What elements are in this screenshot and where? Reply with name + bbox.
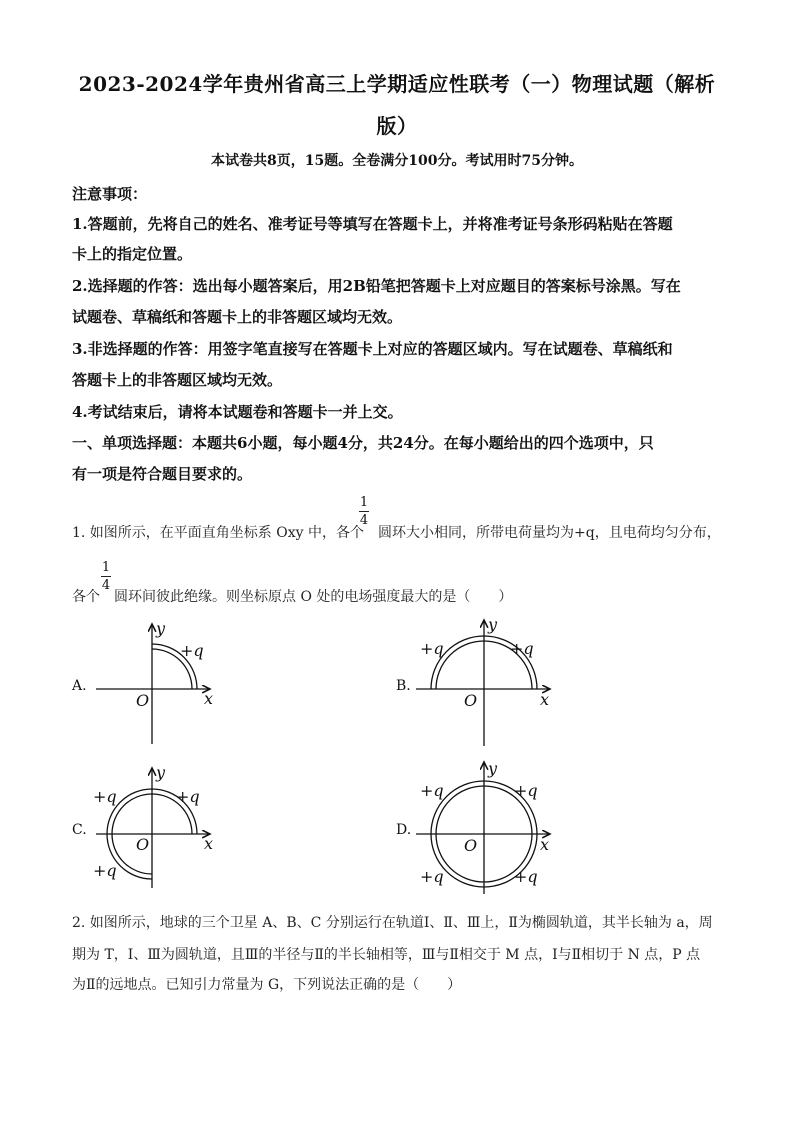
section-heading: 一、单项选择题：本题共6小题，每小题4分，共24分。在每小题给出的四个选项中，只 xyxy=(72,434,654,452)
x-label: x xyxy=(204,834,214,853)
y-label: y xyxy=(488,759,498,778)
y-label: y xyxy=(156,619,166,638)
x-label: x xyxy=(204,689,214,708)
charge-label: +q xyxy=(176,787,200,806)
option-a-label[interactable]: A. xyxy=(72,678,87,694)
origin-label: O xyxy=(136,835,150,854)
option-d-label[interactable]: D. xyxy=(396,822,412,838)
note-line: 2.选择题的作答：选出每小题答案后，用2B铅笔把答题卡上对应题目的答案标号涂黑。写在 xyxy=(72,277,681,295)
page-title: 2023-2024学年贵州省高三上学期适应性联考（一）物理试题（解析 xyxy=(78,72,716,96)
fraction-denominator: 4 xyxy=(359,513,369,528)
exam-info: 本试卷共8页，15题。全卷满分100分。考试用时75分钟。 xyxy=(211,153,583,169)
charge-label: +q xyxy=(510,639,534,658)
option-b-figure xyxy=(410,614,560,750)
charge-label: +q xyxy=(420,781,444,800)
question-1-text-cont xyxy=(72,586,512,606)
fraction-quarter xyxy=(359,495,369,528)
charge-label: +q xyxy=(93,787,117,806)
note-line: 卡上的指定位置。 xyxy=(72,245,193,263)
question-2-text-cont: 为Ⅱ的远地点。已知引力常量为 G，下列说法正确的是（ ） xyxy=(72,977,462,993)
charge-label: +q xyxy=(420,867,444,886)
charge-label: +q xyxy=(514,867,538,886)
question-2-text-cont: 期为 T，Ⅰ、Ⅲ为圆轨道，且Ⅲ的半径与Ⅱ的半长轴相等，Ⅲ与Ⅱ相交于 M 点，Ⅰ与Ⅱ相切于 N 点，P 点 xyxy=(72,947,701,963)
note-line: 4.考试结束后，请将本试题卷和答题卡一并上交。 xyxy=(72,403,403,421)
origin-label: O xyxy=(464,836,478,855)
q1-text-part1: 1. 如图所示，在平面直角坐标系 Oxy 中，各个 xyxy=(72,525,364,541)
note-line: 3.非选择题的作答：用签字笔直接写在答题卡上对应的答题区域内。写在试题卷、草稿纸和 xyxy=(72,340,673,358)
note-line: 试题卷、草稿纸和答题卡上的非答题区域均无效。 xyxy=(72,308,403,326)
x-label: x xyxy=(540,835,550,854)
origin-label: O xyxy=(136,691,150,710)
fraction-numerator: 1 xyxy=(101,560,111,575)
question-1-text xyxy=(72,522,721,542)
q1-text-part4: 圆环间彼此绝缘。则坐标原点 O 处的电场强度最大的是（ ） xyxy=(114,589,513,605)
charge-label: +q xyxy=(514,781,538,800)
notes-heading: 注意事项： xyxy=(72,185,148,203)
fraction-numerator: 1 xyxy=(359,495,369,510)
note-line: 1.答题前，先将自己的姓名、准考证号等填写在答题卡上，并将准考证号条形码粘贴在答题 xyxy=(72,215,673,233)
page-title-continued: 版） xyxy=(376,114,418,138)
charge-label: +q xyxy=(93,861,117,880)
fraction-quarter xyxy=(101,560,111,593)
q1-text-part3: 各个 xyxy=(72,589,100,605)
option-d-figure xyxy=(410,758,560,898)
charge-label: +q xyxy=(420,639,444,658)
x-label: x xyxy=(540,690,550,709)
section-heading-continued: 有一项是符合题目要求的。 xyxy=(72,465,253,483)
question-2-text: 2. 如图所示，地球的三个卫星 A、B、C 分别运行在轨道Ⅰ、Ⅱ、Ⅲ上，Ⅱ为椭圆轨道，其半长轴为 a，周 xyxy=(72,915,713,931)
note-line: 答题卡上的非答题区域均无效。 xyxy=(72,371,283,389)
y-label: y xyxy=(488,615,498,634)
y-label: y xyxy=(156,763,166,782)
fraction-denominator: 4 xyxy=(101,578,111,593)
option-c-label[interactable]: C. xyxy=(72,822,87,838)
charge-label: +q xyxy=(180,641,204,660)
option-a-figure xyxy=(90,618,230,750)
option-c-figure xyxy=(90,762,230,894)
origin-label: O xyxy=(464,691,478,710)
option-b-label[interactable]: B. xyxy=(396,678,411,694)
q1-text-part2: 圆环大小相同，所带电荷量均为+q，且电荷均匀分布， xyxy=(378,525,721,541)
